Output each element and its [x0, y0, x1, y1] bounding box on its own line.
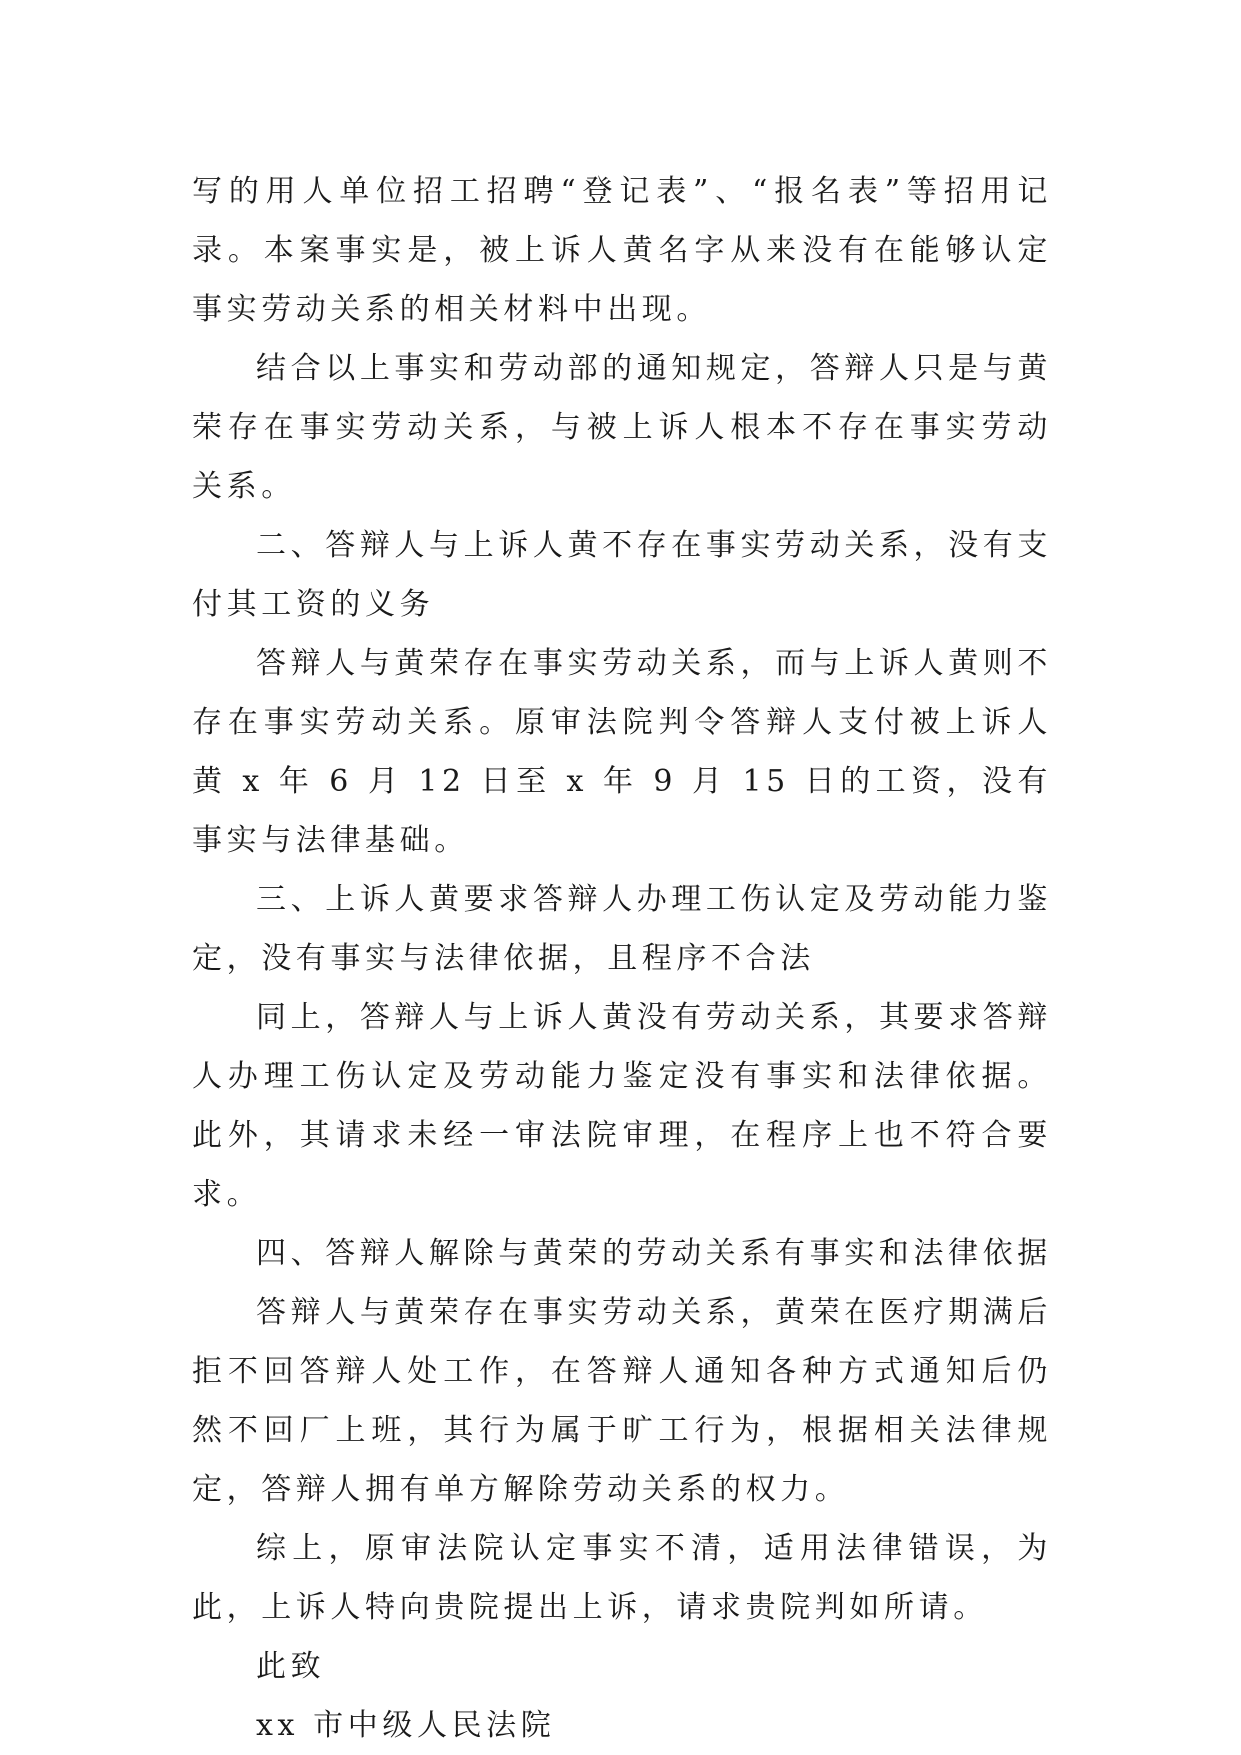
- paragraph-section-four-body: 答辩人与黄荣存在事实劳动关系，黄荣在医疗期满后拒不回答辩人处工作，在答辩人通知各种方式通知后仍然不回厂上班，其行为属于旷工行为，根据相关法律规定，答辩人拥有单方解除劳动关系的权力。: [192, 1295, 1052, 1507]
- closing-salutation: 此致: [256, 1649, 326, 1684]
- paragraph-section-three-body: 同上，答辩人与上诉人黄没有劳动关系，其要求答辩人办理工伤认定及劳动能力鉴定没有事实和法律依据。此外，其请求未经一审法院审理，在程序上也不符合要求。: [192, 1000, 1052, 1212]
- recipient-court: xx 市中级人民法院: [256, 1708, 556, 1743]
- document-body: [192, 162, 1052, 1755]
- paragraph-section-two-body: 答辩人与黄荣存在事实劳动关系，而与上诉人黄则不存在事实劳动关系。原审法院判令答辩人支付被上诉人黄 x 年 6 月 12 日至 x 年 9 月 15 日的工资，没有事实与法律基础。: [192, 646, 1052, 858]
- paragraph-summary: 综上，原审法院认定事实不清，适用法律错误，为此，上诉人特向贵院提出上诉，请求贵院判如所请。: [192, 1531, 1052, 1625]
- paragraph-conclusion-labor-relation: 结合以上事实和劳动部的通知规定，答辩人只是与黄荣存在事实劳动关系，与被上诉人根本不存在事实劳动关系。: [192, 351, 1052, 504]
- heading-section-three: 三、上诉人黄要求答辩人办理工伤认定及劳动能力鉴定，没有事实与法律依据，且程序不合法: [192, 882, 1052, 976]
- paragraph-continued-recruitment-records: 写的用人单位招工招聘“登记表”、“报名表”等招用记录。本案事实是，被上诉人黄名字从来没有在能够认定事实劳动关系的相关材料中出现。: [192, 174, 1052, 327]
- heading-section-four: 四、答辩人解除与黄荣的劳动关系有事实和法律依据: [256, 1236, 1052, 1271]
- heading-section-two: 二、答辩人与上诉人黄不存在事实劳动关系，没有支付其工资的义务: [192, 528, 1052, 622]
